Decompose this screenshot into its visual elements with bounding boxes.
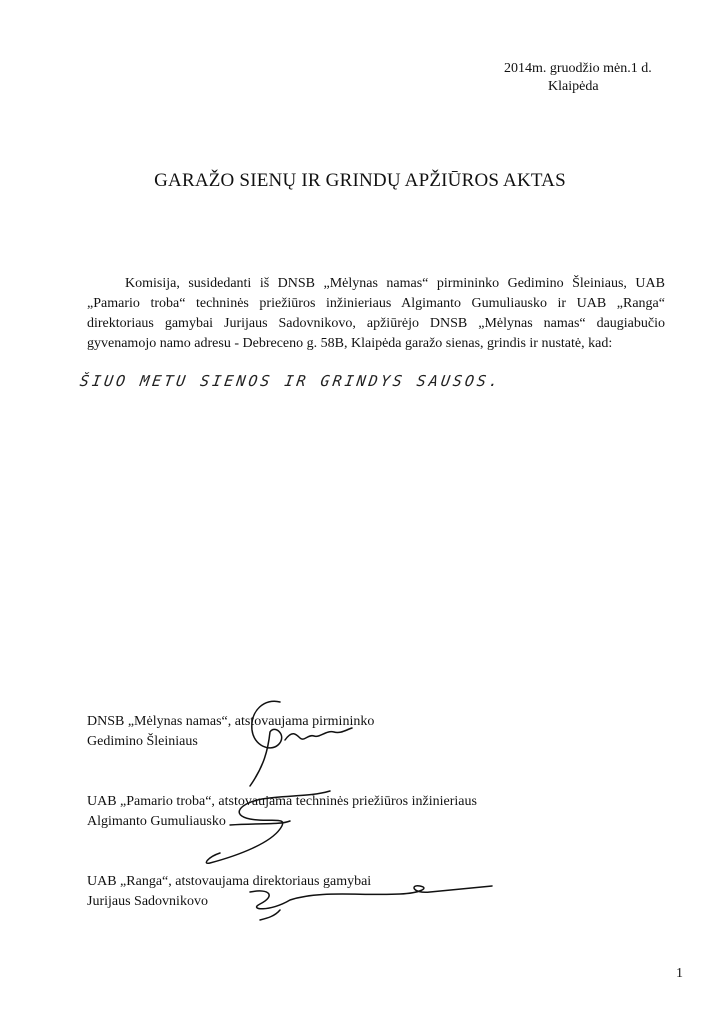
page-number: 1	[676, 966, 683, 981]
signature-scribble-1	[230, 690, 360, 790]
body-paragraph-text: Komisija, susidedanti iš DNSB „Mėlynas namas“ pirmininko Gedimino Šleiniaus, UAB „Pamario troba“ techninės priežiūros inžinieriaus Algimanto Gumuliausko ir UAB „Ranga“ direktoriaus gamybai Jurijaus Sadovnikovo, apžiūrėjo DNSB „Mėlynas namas“ daugiabučio gyvenamojo namo adresu - Debreceno g. 58B, Klaipėda garažo sienas, grindis ir nustatė, kad:	[87, 276, 665, 351]
document-title: GARAŽO SIENŲ IR GRINDŲ APŽIŪROS AKTAS	[154, 170, 566, 191]
signature-block-person: Algimanto Gumuliausko	[87, 814, 226, 829]
signature-block-role: UAB „Ranga“, atstovaujama direktoriaus gamybai	[87, 874, 372, 889]
signature-block-person: Jurijaus Sadovnikovo	[87, 894, 208, 909]
handwritten-finding: ŠIUO METU SIENOS IR GRINDYS SAUSOS.	[78, 372, 503, 390]
document-city: Klaipėda	[548, 79, 599, 94]
signature-scribble-3	[230, 874, 500, 924]
signature-block-role: DNSB „Mėlynas namas“, atstovaujama pirmininko	[87, 714, 375, 729]
signature-scribble-2	[180, 785, 380, 875]
document-date-block	[480, 60, 680, 96]
document-date: 2014m. gruodžio mėn.1 d.	[504, 61, 652, 76]
signature-block-person: Gedimino Šleiniaus	[87, 734, 198, 749]
body-paragraph	[87, 274, 665, 354]
signature-block-role: UAB „Pamario troba“, atstovaujama techninės priežiūros inžinieriaus	[87, 794, 477, 809]
